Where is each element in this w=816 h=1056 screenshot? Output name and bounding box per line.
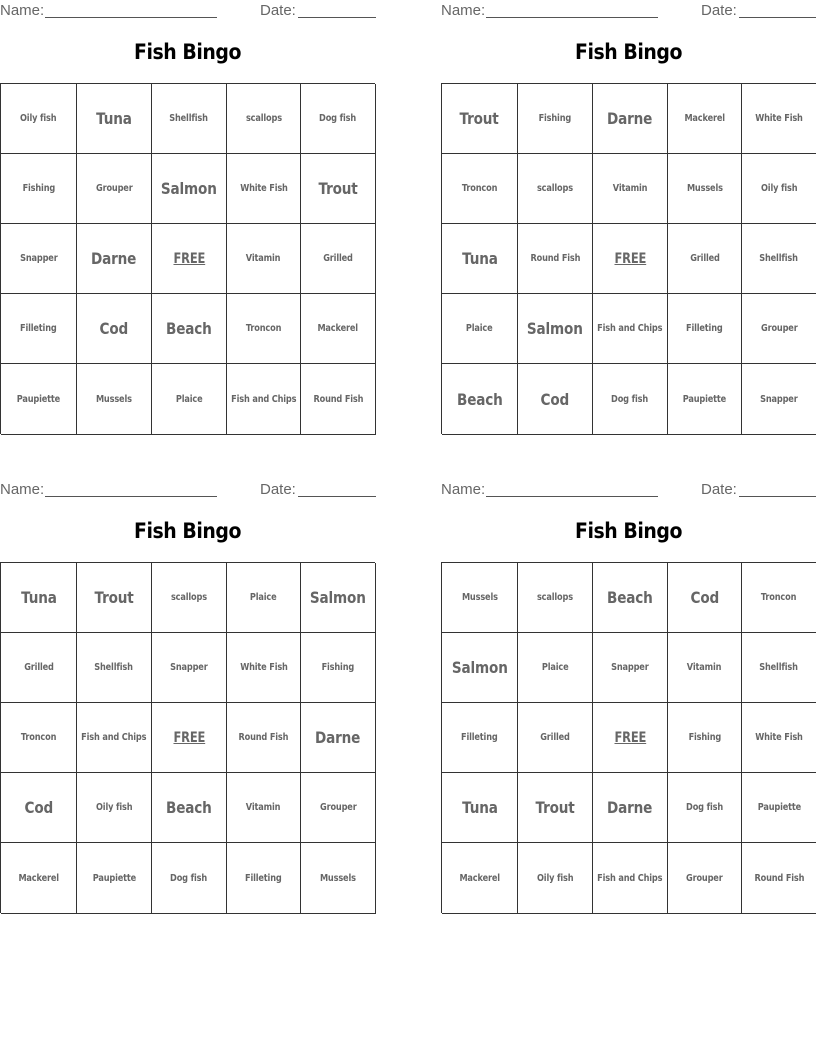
cell-label: Salmon [161,179,217,198]
cell-label: Snapper [611,662,649,673]
bingo-cell[interactable] [77,773,152,843]
free-cell[interactable] [593,703,668,773]
cell-label: Dog fish [611,393,649,405]
cell-label: Troncon [20,732,57,743]
cell-label: Grilled [540,732,570,743]
bingo-cell[interactable] [301,154,376,224]
cell-label: Paupiette [16,393,61,405]
bingo-cell[interactable] [742,154,816,224]
cell-label: Oily fish [95,802,133,813]
name-label: Name: [0,481,45,498]
bingo-cell[interactable] [301,563,376,633]
name-date-row [0,481,375,499]
cell-label: Darne [607,798,653,817]
bingo-cell[interactable] [152,633,227,703]
cell-label: Troncon [761,592,797,603]
bingo-cell[interactable] [442,633,518,703]
bingo-cell[interactable] [77,633,152,703]
bingo-cell[interactable] [77,154,152,224]
cell-label: Beach [166,798,212,817]
bingo-cell[interactable] [442,224,518,294]
bingo-cell[interactable] [518,703,593,773]
date-label: Date: [260,481,296,498]
bingo-cell[interactable] [152,154,227,224]
bingo-cell[interactable] [442,773,518,843]
cell-label: Cod [99,319,129,338]
bingo-cell[interactable] [518,154,593,224]
cell-label: Round Fish [754,872,804,884]
bingo-cell[interactable] [1,364,77,435]
bingo-cell[interactable] [742,364,816,435]
cell-label: Mussels [96,393,132,405]
cell-label: Snapper [170,662,208,673]
cell-label: Fishing [688,732,721,743]
date-line[interactable] [298,17,376,18]
bingo-cell[interactable] [77,294,152,364]
bingo-cell[interactable] [152,773,227,843]
bingo-cell[interactable] [742,294,816,364]
bingo-cell[interactable] [442,364,518,435]
bingo-cell[interactable] [442,563,518,633]
date-line[interactable] [739,17,816,18]
bingo-cell[interactable] [668,633,742,703]
cell-label: Salmon [451,658,508,677]
cell-label: Shellfish [759,662,799,673]
bingo-cell[interactable] [668,364,742,435]
bingo-cell[interactable] [227,294,301,364]
bingo-cell[interactable] [227,843,301,914]
date-label: Date: [701,2,737,19]
bingo-cell[interactable] [301,294,376,364]
bingo-cell[interactable] [1,294,77,364]
cell-label: Dog fish [686,802,723,813]
cell-label: White Fish [755,113,803,124]
cell-label: Filleting [245,872,282,884]
date-label: Date: [701,481,737,498]
cell-label: Shellfish [759,253,799,264]
cell-label: Fishing [22,183,55,194]
bingo-grid [441,562,816,913]
cell-label: Fishing [538,113,572,124]
cell-label: Mackerel [684,113,725,124]
cell-label: Grouper [95,183,133,194]
cell-label: Salmon [310,588,366,607]
cell-label: Fish and Chips [597,872,663,884]
card-title: Fish Bingo [574,519,683,543]
bingo-cell[interactable] [227,84,301,154]
bingo-cell[interactable] [1,224,77,294]
cell-label: Fish and Chips [230,393,297,405]
cell-label: Tuna [96,109,132,128]
cell-label: White Fish [239,183,288,194]
name-line[interactable] [486,17,658,18]
bingo-cell[interactable] [1,633,77,703]
cell-label: Mackerel [459,872,500,884]
cell-label: Tuna [461,798,498,817]
cell-label: Round Fish [313,393,363,405]
bingo-cell[interactable] [152,84,227,154]
bingo-grid [441,83,816,434]
name-line[interactable] [486,496,658,497]
bingo-cell[interactable] [1,563,77,633]
cell-label: Paupiette [682,393,727,405]
cell-label: Mussels [686,183,723,194]
bingo-grid [0,83,375,434]
cell-label: Grouper [760,323,798,334]
bingo-cell[interactable] [593,364,668,435]
cell-label: Grilled [323,253,353,264]
bingo-cell[interactable] [227,563,301,633]
bingo-cell[interactable] [227,154,301,224]
bingo-cell[interactable] [742,224,816,294]
cell-label: Troncon [461,183,498,194]
bingo-cell[interactable] [593,633,668,703]
cell-label: Trout [459,109,500,128]
cell-label: Snapper [19,253,58,264]
bingo-cell[interactable] [152,843,227,914]
bingo-cell[interactable] [301,843,376,914]
cell-label: Grilled [23,662,54,673]
bingo-cell[interactable] [301,773,376,843]
cell-label: scallops [245,113,282,124]
cell-label: scallops [537,183,573,194]
cell-label: Oily fish [760,183,798,194]
bingo-cell[interactable] [301,364,376,435]
bingo-cell[interactable] [442,843,518,914]
bingo-cell[interactable] [518,563,593,633]
name-label: Name: [441,481,486,498]
cell-label: Cod [24,798,53,817]
cell-label: Trout [94,588,134,607]
cell-label: Round Fish [530,253,580,264]
cell-label: Tuna [461,249,498,268]
cell-label: Vitamin [687,662,722,673]
date-line[interactable] [298,496,376,497]
cell-label: FREE [173,250,205,267]
bingo-cell[interactable] [77,563,152,633]
bingo-cell[interactable] [442,703,518,773]
bingo-cell[interactable] [668,224,742,294]
cell-label: Mackerel [317,323,359,334]
cell-label: Beach [456,389,503,409]
cell-label: Shellfish [169,113,209,124]
bingo-cell[interactable] [77,843,152,914]
cell-label: White Fish [239,662,288,673]
cell-label: Paupiette [757,802,801,813]
cell-label: Vitamin [246,802,281,813]
cell-label: Darne [91,249,137,268]
free-cell[interactable] [152,224,227,294]
bingo-cell[interactable] [442,294,518,364]
bingo-cell[interactable] [518,294,593,364]
bingo-cell[interactable] [152,563,227,633]
cell-label: Troncon [245,323,282,334]
bingo-cell[interactable] [1,84,77,154]
bingo-cell[interactable] [518,364,593,435]
bingo-cell[interactable] [1,154,77,224]
date-line[interactable] [739,496,816,497]
cell-label: scallops [537,592,573,603]
bingo-cell[interactable] [152,364,227,435]
bingo-cell[interactable] [227,703,301,773]
cell-label: Filleting [461,732,498,743]
card-title: Fish Bingo [574,40,683,64]
cell-label: Snapper [760,393,798,405]
cell-label: Darne [607,109,653,128]
free-cell[interactable] [152,703,227,773]
cell-label: Filleting [686,323,723,334]
bingo-cell[interactable] [1,703,77,773]
bingo-cell[interactable] [518,224,593,294]
bingo-cell[interactable] [668,154,742,224]
bingo-cell[interactable] [593,294,668,364]
cell-label: Round Fish [238,732,289,743]
cell-label: FREE [614,250,646,267]
cell-label: Filleting [20,323,57,334]
cell-label: Plaice [541,662,569,673]
cell-label: Grilled [689,253,720,264]
bingo-cell[interactable] [742,633,816,703]
cell-label: Dog fish [319,113,357,124]
cell-label: Fishing [321,662,355,673]
name-line[interactable] [45,17,217,18]
bingo-cell[interactable] [518,633,593,703]
cell-label: Grouper [686,872,723,884]
bingo-cell[interactable] [227,364,301,435]
bingo-cell[interactable] [742,843,816,914]
date-label: Date: [260,2,296,19]
cell-label: Cod [540,389,570,409]
cell-label: Vitamin [246,253,281,264]
bingo-cell[interactable] [227,773,301,843]
bingo-cell[interactable] [1,773,77,843]
bingo-cell[interactable] [593,84,668,154]
bingo-cell[interactable] [442,154,518,224]
bingo-cell[interactable] [77,224,152,294]
bingo-cell[interactable] [593,154,668,224]
bingo-cell[interactable] [742,773,816,843]
cell-label: White Fish [755,732,803,743]
cell-label: Vitamin [612,183,648,194]
bingo-cell[interactable] [668,84,742,154]
cell-label: Fish and Chips [597,323,663,334]
cell-label: FREE [614,729,646,746]
card-title: Fish Bingo [133,519,242,543]
cell-label: Shellfish [94,662,134,673]
free-cell[interactable] [593,224,668,294]
bingo-cell[interactable] [518,773,593,843]
cell-label: Dog fish [170,872,208,884]
bingo-cell[interactable] [668,843,742,914]
bingo-cell[interactable] [227,633,301,703]
name-label: Name: [441,2,486,19]
cell-label: Trout [535,798,575,817]
name-date-row [0,2,375,20]
cell-label: Beach [166,319,212,338]
bingo-cell[interactable] [742,563,816,633]
bingo-cell[interactable] [442,84,518,154]
cell-label: Beach [607,588,653,607]
bingo-cell[interactable] [1,843,77,914]
bingo-cell[interactable] [301,84,376,154]
bingo-cell[interactable] [742,84,816,154]
cell-label: Oily fish [20,113,57,124]
cell-label: Plaice [250,592,277,603]
bingo-cell[interactable] [152,294,227,364]
bingo-cell[interactable] [301,633,376,703]
cell-label: Plaice [175,393,203,405]
name-line[interactable] [45,496,217,497]
cell-label: Paupiette [92,872,136,884]
cell-label: Mussels [461,592,498,603]
cell-label: FREE [173,729,205,746]
bingo-cell[interactable] [593,843,668,914]
cell-label: Mackerel [18,872,59,884]
bingo-cell[interactable] [301,224,376,294]
bingo-cell[interactable] [77,84,152,154]
bingo-cell[interactable] [668,703,742,773]
bingo-grid [0,562,375,913]
bingo-cell[interactable] [593,773,668,843]
cell-label: Grouper [319,802,357,813]
name-date-row [441,2,816,20]
cell-label: Fish and Chips [81,732,147,743]
bingo-cell[interactable] [77,364,152,435]
bingo-cell[interactable] [518,843,593,914]
name-date-row [441,481,816,499]
card-title: Fish Bingo [133,40,242,64]
cell-label: Salmon [527,319,583,338]
bingo-cell[interactable] [301,703,376,773]
bingo-cell[interactable] [518,84,593,154]
bingo-cell[interactable] [668,773,742,843]
bingo-cell[interactable] [227,224,301,294]
cell-label: Plaice [466,323,493,334]
bingo-cell[interactable] [77,703,152,773]
cell-label: Tuna [20,588,57,607]
cell-label: Cod [690,588,719,607]
bingo-cell[interactable] [668,294,742,364]
cell-label: Trout [318,179,358,198]
cell-label: Darne [315,728,361,747]
name-label: Name: [0,2,45,19]
bingo-cell[interactable] [668,563,742,633]
cell-label: scallops [171,592,207,603]
bingo-cell[interactable] [742,703,816,773]
bingo-cell[interactable] [593,563,668,633]
cell-label: Oily fish [536,872,574,884]
cell-label: Mussels [320,872,356,884]
